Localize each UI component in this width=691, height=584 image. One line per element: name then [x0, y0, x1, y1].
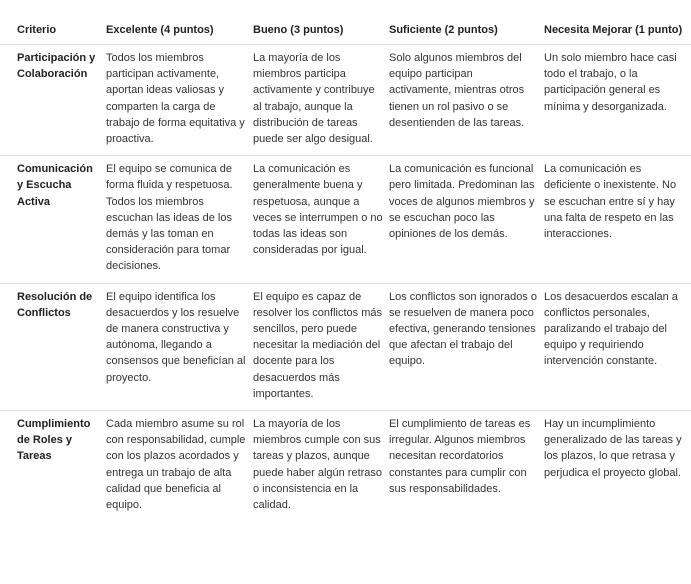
bueno-cell: La mayoría de los miembros participa activamente y contribuye al trabajo, aunque la distribución de tareas puede ser algo desigual.: [253, 52, 375, 146]
necesita-mejorar-cell: Un solo miembro hace casi todo el trabajo, o la participación general es mínima y desorganizada.: [544, 52, 677, 113]
excelente-cell: El equipo se comunica de forma fluida y respetuosa. Todos los miembros escuchan las ideas de los demás y las toman en consideración para tomar decisiones.: [106, 163, 233, 273]
header-excelente: Excelente (4 puntos): [102, 0, 253, 45]
suficiente-cell: El cumplimiento de tareas es irregular. Algunos miembros necesitan recordatorios constantes para cumplir con sus responsabilidades.: [389, 418, 531, 495]
necesita-mejorar-cell: Los desacuerdos escalan a conflictos personales, paralizando el trabajo del equipo y requiriendo intervención constante.: [544, 290, 678, 368]
table-row: [0, 45, 691, 156]
header-criterio: Criterio: [0, 0, 102, 45]
suficiente-cell: La comunicación es funcional pero limitada. Predominan las voces de algunos miembros y se escuchan poco las opiniones de los demás.: [389, 163, 535, 241]
criterio-cell: Resolución de Conflictos: [17, 290, 93, 319]
excelente-cell: Cada miembro asume su rol con responsabilidad, cumple con los plazos acordados y entrega un trabajo de alta calidad que beneficia al equipo.: [106, 418, 246, 512]
excelente-cell: Todos los miembros participan activamente, aportan ideas valiosas y comparten la carga de trabajo de forma equitativa y proactiva.: [106, 52, 245, 146]
necesita-mejorar-cell: La comunicación es deficiente o inexistente. No se escuchan entre sí y hay una falta de respeto en las interacciones.: [544, 163, 677, 241]
header-necesita-mejorar: Necesita Mejorar (1 punto): [544, 0, 691, 45]
header-row: [0, 0, 691, 45]
header-suficiente: Suficiente (2 puntos): [389, 0, 544, 45]
bueno-cell: El equipo es capaz de resolver los conflictos más sencillos, pero puede necesitar la mediación del docente para los desacuerdos más importantes.: [253, 290, 382, 400]
criterio-cell: Participación y Colaboración: [17, 52, 96, 81]
suficiente-cell: Los conflictos son ignorados o se resuelven de manera poco efectiva, generando tensiones que afectan el trabajo del equipo.: [389, 290, 537, 368]
table-row: [0, 411, 691, 522]
criterio-cell: Comunicación y Escucha Activa: [17, 163, 93, 208]
necesita-mejorar-cell: Hay un incumplimiento generalizado de las tareas y los plazos, lo que retrasa y perjudica el proyecto global.: [544, 418, 682, 479]
table-row: [0, 156, 691, 283]
table-row: [0, 283, 691, 410]
criterio-cell: Cumplimiento de Roles y Tareas: [17, 418, 91, 463]
excelente-cell: El equipo identifica los desacuerdos y los resuelve de manera constructiva y autónoma, llegando a consensos que beneficían al proyecto.: [106, 290, 246, 384]
suficiente-cell: Solo algunos miembros del equipo participan activamente, mientras otros tienen un rol pasivo o se desentienden de las tareas.: [389, 52, 525, 129]
bueno-cell: La mayoría de los miembros cumple con sus tareas y plazos, aunque puede haber algún retraso o inconsistencia en la calidad.: [253, 418, 383, 512]
bueno-cell: La comunicación es generalmente buena y respetuosa, aunque a veces se interrumpen o no todas las ideas son consideradas por igual.: [253, 163, 383, 257]
header-bueno: Bueno (3 puntos): [253, 0, 389, 45]
